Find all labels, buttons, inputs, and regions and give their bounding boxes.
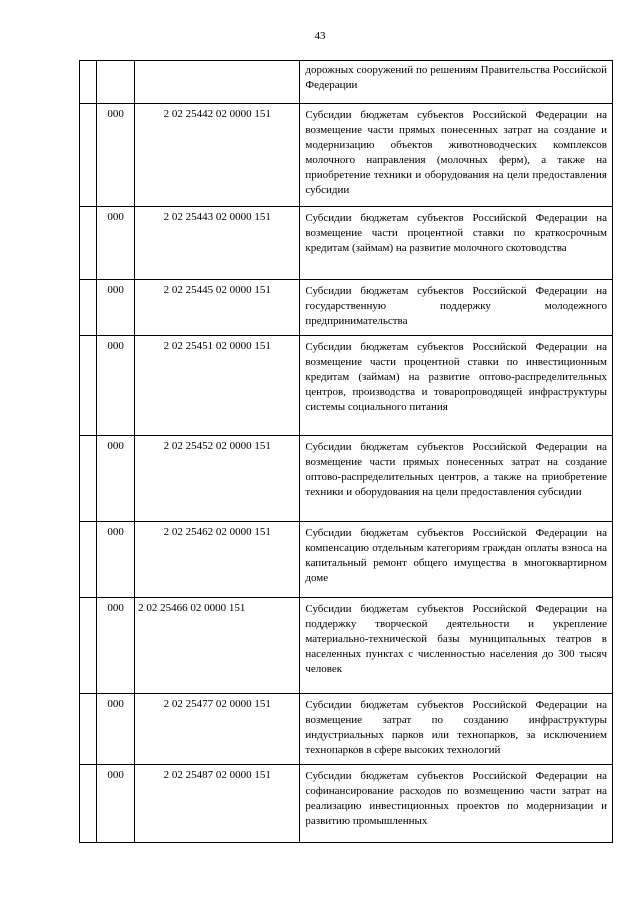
description-cell: Субсидии бюджетам субъектов Российской Федерации на поддержку творческой деятельности и укрепление материально-технической базы муниципальных театров в населенных пунктах с численностью населения до 300 тысяч человек	[300, 598, 613, 694]
budget-code-cell: 2 02 25462 02 0000 151	[135, 522, 300, 598]
table-row	[80, 765, 613, 843]
table-row	[80, 598, 613, 694]
description-cell: Субсидии бюджетам субъектов Российской Федерации на софинансирование расходов по возмещению части затрат на реализацию инвестиционных проектов по модернизации и развитию промышленных	[300, 765, 613, 843]
empty-cell	[80, 280, 97, 336]
empty-cell	[80, 61, 97, 104]
table-body	[80, 61, 613, 843]
budget-code-table	[79, 60, 613, 843]
table-row	[80, 104, 613, 207]
table-row	[80, 280, 613, 336]
budget-code-cell: 2 02 25452 02 0000 151	[135, 436, 300, 522]
description-cell: дорожных сооружений по решениям Правительства Российской Федерации	[300, 61, 613, 104]
description-cell: Субсидии бюджетам субъектов Российской Федерации на возмещение части процентной ставки по инвестиционным кредитам (займам) на развитие оптово-распределительных центров, производства и товаропроводящей инфраструктуры системы социального питания	[300, 336, 613, 436]
description-cell: Субсидии бюджетам субъектов Российской Федерации на возмещение части процентной ставки по краткосрочным кредитам (займам) на развитие молочного скотоводства	[300, 207, 613, 280]
empty-cell	[80, 598, 97, 694]
admin-code-cell: 000	[97, 280, 135, 336]
budget-code-cell: 2 02 25487 02 0000 151	[135, 765, 300, 843]
admin-code-cell: 000	[97, 522, 135, 598]
empty-cell	[80, 765, 97, 843]
admin-code-cell: 000	[97, 104, 135, 207]
empty-cell	[80, 694, 97, 765]
budget-code-cell: 2 02 25443 02 0000 151	[135, 207, 300, 280]
admin-code-cell: 000	[97, 336, 135, 436]
table-row	[80, 694, 613, 765]
admin-code-cell: 000	[97, 694, 135, 765]
table-row	[80, 522, 613, 598]
empty-cell	[80, 436, 97, 522]
empty-cell	[80, 104, 97, 207]
page-number: 43	[314, 30, 326, 42]
budget-code-cell: 2 02 25442 02 0000 151	[135, 104, 300, 207]
empty-cell	[80, 522, 97, 598]
budget-code-cell	[135, 61, 300, 104]
empty-cell	[80, 207, 97, 280]
admin-code-cell: 000	[97, 207, 135, 280]
admin-code-cell: 000	[97, 765, 135, 843]
admin-code-cell	[97, 61, 135, 104]
table-row	[80, 207, 613, 280]
description-cell: Субсидии бюджетам субъектов Российской Федерации на государственную поддержку молодежного предпринимательства	[300, 280, 613, 336]
description-cell: Субсидии бюджетам субъектов Российской Федерации на возмещение части прямых понесенных затрат на создание и модернизацию объектов животноводческих комплексов молочного направления (молочных ферм), а также на приобретение техники и оборудования на цели предоставления субсидии	[300, 104, 613, 207]
table-row	[80, 336, 613, 436]
budget-code-cell: 2 02 25466 02 0000 151	[135, 598, 300, 694]
admin-code-cell: 000	[97, 436, 135, 522]
description-cell: Субсидии бюджетам субъектов Российской Федерации на компенсацию отдельным категориям граждан оплаты взноса на капитальный ремонт общего имущества в многоквартирном доме	[300, 522, 613, 598]
description-cell: Субсидии бюджетам субъектов Российской Федерации на возмещение затрат по созданию инфраструктуры индустриальных парков или технопарков, за исключением технопарков в сфере высоких технологий	[300, 694, 613, 765]
budget-code-cell: 2 02 25477 02 0000 151	[135, 694, 300, 765]
description-cell: Субсидии бюджетам субъектов Российской Федерации на возмещение части прямых понесенных затрат на создание оптово-распределительных центров, а также на приобретение техники и оборудования на цели предоставления субсидии	[300, 436, 613, 522]
empty-cell	[80, 336, 97, 436]
table-row	[80, 61, 613, 104]
budget-code-cell: 2 02 25451 02 0000 151	[135, 336, 300, 436]
budget-code-cell: 2 02 25445 02 0000 151	[135, 280, 300, 336]
admin-code-cell: 000	[97, 598, 135, 694]
table-row	[80, 436, 613, 522]
